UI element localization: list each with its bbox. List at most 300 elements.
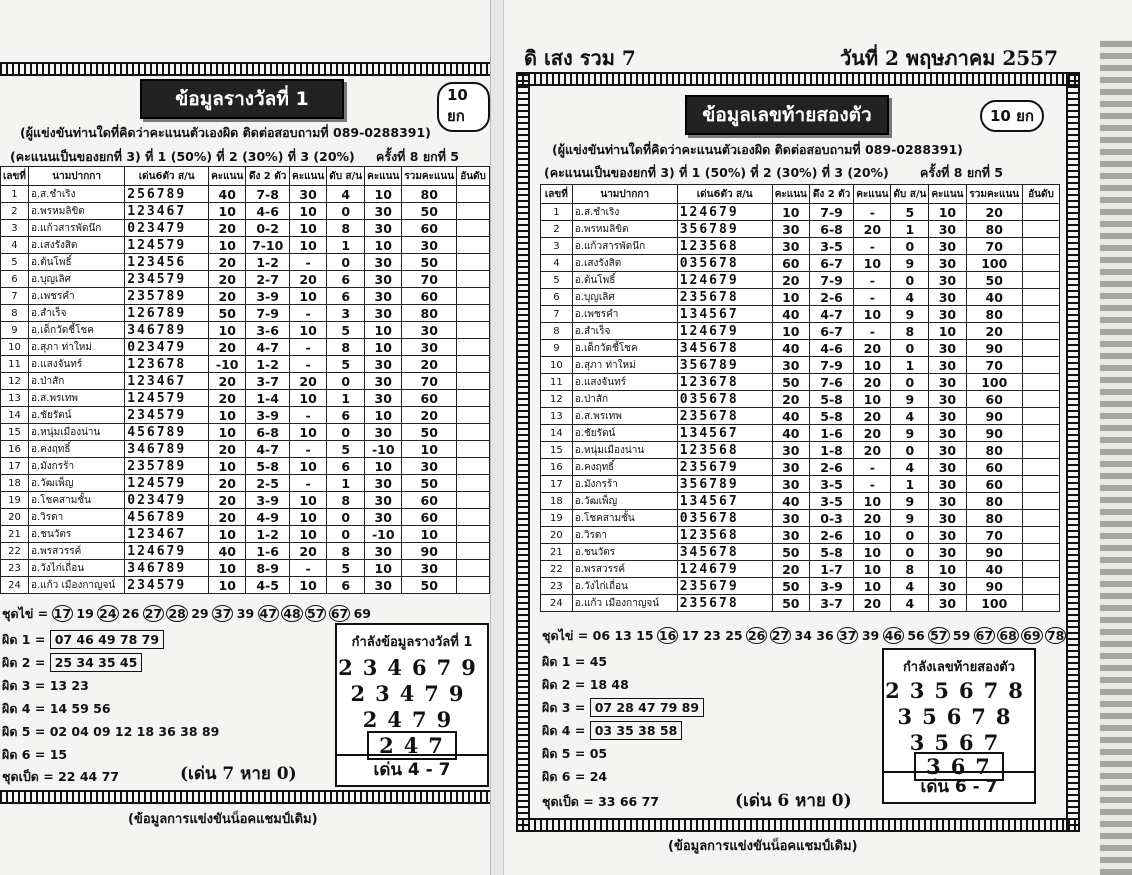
table-cell: - [290, 339, 327, 356]
table-cell: 346789 [125, 560, 209, 577]
table-cell: 70 [966, 527, 1022, 544]
table-cell: 4-6 [246, 203, 290, 220]
table-cell: 10 [209, 237, 246, 254]
table-cell: 30 [929, 272, 966, 289]
table-cell: -10 [365, 526, 402, 543]
column-header: ดับ ส/น [327, 167, 365, 186]
round-note: ครั้งที่ 8 ยกที่ 5 [920, 165, 1004, 180]
sum-number: 37 [213, 606, 232, 621]
table-cell: 30 [929, 289, 966, 306]
table-cell: - [854, 459, 891, 476]
table-cell: 30 [929, 306, 966, 323]
table-cell: 123568 [677, 527, 772, 544]
table-cell: 20 [854, 425, 891, 442]
table-cell: 10 [929, 323, 966, 340]
table-cell: 3-6 [246, 322, 290, 339]
table-cell: อ.แก้วสารพัดนึก [28, 220, 124, 237]
table-cell: 3-7 [809, 595, 853, 612]
table-cell [1022, 527, 1059, 544]
table-cell: 30 [365, 543, 402, 560]
table-cell: 10 [290, 458, 327, 475]
table-cell: 30 [929, 408, 966, 425]
table-cell: 0 [327, 526, 365, 543]
table-row [541, 204, 1060, 221]
table-cell: 50 [772, 374, 809, 391]
table-cell [457, 458, 490, 475]
table-cell: 21 [541, 544, 573, 561]
sum-number: 28 [168, 606, 186, 621]
table-cell: 40 [209, 543, 246, 560]
table-cell: 234579 [125, 407, 209, 424]
table-cell: - [290, 475, 327, 492]
table-cell: 235679 [677, 578, 772, 595]
table-cell: 10 [365, 237, 402, 254]
table-cell: 10 [209, 424, 246, 441]
sum-number: 27 [144, 606, 163, 621]
table-cell: 346789 [125, 322, 209, 339]
table-cell: 10 [209, 577, 246, 594]
panel-play: เด่น 4 - 7 [337, 754, 487, 783]
table-cell [1022, 425, 1059, 442]
table-cell: 30 [772, 527, 809, 544]
table-cell: 22 [541, 561, 573, 578]
table-cell [1022, 204, 1059, 221]
wrong-row [2, 653, 142, 673]
table-cell: 256789 [125, 186, 209, 203]
sum-number: 26 [121, 606, 140, 621]
sum-label: ชุดไข่ = [542, 628, 589, 643]
table-cell: - [854, 238, 891, 255]
table-cell: 7-9 [809, 357, 853, 374]
table-row [1, 390, 490, 407]
table-cell: 9 [891, 391, 929, 408]
table-cell: 80 [402, 186, 457, 203]
table-cell: 4 [891, 578, 929, 595]
table-cell: อ.เด็กวัดชี้โชค [28, 322, 124, 339]
header-date: วันที่ 2 พฤษภาคม 2557 [840, 46, 1059, 70]
table-cell: 30 [772, 221, 809, 238]
table-cell: 80 [966, 306, 1022, 323]
wrong-values: 18 48 [589, 677, 629, 692]
table-cell: อ.วังไก่เถื่อน [572, 578, 677, 595]
table-cell: 11 [541, 374, 573, 391]
table-row [541, 459, 1060, 476]
table-cell: 100 [966, 374, 1022, 391]
table-cell: 10 [402, 441, 457, 458]
table-cell: 3-5 [809, 493, 853, 510]
column-header: ดึง 2 ตัว [246, 167, 290, 186]
table-cell: 30 [365, 356, 402, 373]
sum-number: 25 [725, 628, 743, 643]
table-cell: 4-7 [246, 441, 290, 458]
sum-number: 39 [236, 606, 255, 621]
table-cell: 9 [891, 510, 929, 527]
table-cell: 10 [365, 458, 402, 475]
contact-note: (ผู้แข่งขันท่านใดที่คิดว่าคะแนนตัวเองผิด ติดต่อสอบถามที่ 089-0288391) [552, 142, 963, 157]
table-cell: 40 [772, 425, 809, 442]
table-cell: 10 [402, 526, 457, 543]
table-cell: 20 [209, 441, 246, 458]
table-cell: อ.แสงจันทร์ [28, 356, 124, 373]
table-cell [457, 560, 490, 577]
table-cell: 6-8 [246, 424, 290, 441]
table-cell: 1-2 [246, 254, 290, 271]
table-cell: 10 [209, 203, 246, 220]
table-cell: 0 [891, 442, 929, 459]
table-cell: 3 [327, 305, 365, 322]
sum-line [2, 604, 371, 624]
panel-row-1: 235678 [885, 678, 1033, 703]
sum-label: ชุดไข่ = [2, 606, 49, 621]
table-cell: อ.บุญเลิศ [28, 271, 124, 288]
sum-number: 68 [999, 628, 1017, 643]
sum-number: 13 [614, 628, 632, 643]
table-cell: 23 [541, 578, 573, 595]
table-cell: 10 [929, 561, 966, 578]
table-cell: 2-5 [246, 475, 290, 492]
table-cell: 30 [772, 442, 809, 459]
sum-number: 67 [975, 628, 994, 643]
sum-number: 17 [53, 606, 72, 621]
table-cell: อ.ชนวัตร [28, 526, 124, 543]
footer-note: (ข้อมูลการแข่งขันน็อคแชมป์เดิม) [128, 812, 318, 827]
wrong-values: 02 04 09 12 18 36 38 89 [49, 724, 220, 739]
table-cell: - [854, 289, 891, 306]
wrong-row [542, 767, 607, 787]
table-cell: 023479 [125, 339, 209, 356]
table-cell: 1 [327, 475, 365, 492]
page-edge [1100, 40, 1132, 875]
table-cell: 20 [541, 527, 573, 544]
table-cell: 7-9 [809, 272, 853, 289]
table-cell: 3 [541, 238, 573, 255]
table-cell: 4-5 [246, 577, 290, 594]
sum-number: 34 [794, 628, 812, 643]
panel-play: เด่น 6 - 7 [884, 771, 1034, 800]
table-cell: 20 [854, 408, 891, 425]
sum-number: 27 [771, 628, 790, 643]
table-cell: 4-9 [246, 509, 290, 526]
table-cell: 50 [402, 424, 457, 441]
table-cell: 20 [854, 442, 891, 459]
table-cell [1022, 272, 1059, 289]
panel-row-3: 3567 [909, 730, 1009, 755]
table-cell: 7 [1, 288, 29, 305]
sum-line [542, 626, 1065, 646]
table-cell [1022, 510, 1059, 527]
table-cell: 124679 [125, 543, 209, 560]
sum-number: 67 [330, 606, 349, 621]
sum-number: 36 [816, 628, 834, 643]
table-row [541, 561, 1060, 578]
table-cell: 5 [327, 322, 365, 339]
table-row [1, 203, 490, 220]
table-cell: 30 [929, 442, 966, 459]
sum-number: 06 [592, 628, 611, 643]
table-row [541, 595, 1060, 612]
table-cell: 30 [365, 271, 402, 288]
table-cell: 4-6 [809, 340, 853, 357]
table-cell: 18 [541, 493, 573, 510]
table-cell: 0 [891, 272, 929, 289]
table-cell: 1 [1, 186, 29, 203]
wrong-label: ผิด 5 = [542, 746, 586, 761]
table-cell: 30 [365, 577, 402, 594]
table-cell: - [854, 323, 891, 340]
wrong-values: 25 34 35 45 [50, 653, 143, 672]
table-cell: 123678 [677, 374, 772, 391]
column-header: รวมคะแนน [966, 185, 1022, 204]
left-border [516, 72, 530, 832]
table-cell: 235678 [677, 289, 772, 306]
table-cell [1022, 595, 1059, 612]
table-cell: 235789 [125, 458, 209, 475]
table-cell: 60 [966, 391, 1022, 408]
wrong-label: ผิด 4 = [542, 723, 586, 738]
table-cell: 20 [209, 220, 246, 237]
table-cell: 10 [854, 578, 891, 595]
table-cell: 70 [966, 357, 1022, 374]
table-cell: 0 [327, 509, 365, 526]
table-cell: 124579 [125, 237, 209, 254]
panel-row-4: 247 [367, 731, 457, 760]
table-cell: 0 [891, 527, 929, 544]
table-cell [457, 254, 490, 271]
table-cell: 6 [327, 458, 365, 475]
column-header: คะแนน [772, 185, 809, 204]
wrong-row [542, 675, 629, 695]
table-cell: 023479 [125, 492, 209, 509]
table-cell: 20 [209, 492, 246, 509]
table-cell: 10 [854, 561, 891, 578]
table-cell: 10 [854, 255, 891, 272]
table-cell: 70 [966, 238, 1022, 255]
table-cell: 10 [854, 357, 891, 374]
table-cell: 21 [1, 526, 29, 543]
table-cell: 4 [891, 289, 929, 306]
sum-number: 47 [259, 606, 277, 621]
column-header: คะแนน [290, 167, 327, 186]
table-cell: 035678 [677, 255, 772, 272]
table-cell: อ.มังกรร้า [28, 458, 124, 475]
table-cell: 20 [209, 254, 246, 271]
table-cell: อ.เสงรังสิต [572, 255, 677, 272]
table-cell: 3-7 [246, 373, 290, 390]
table-cell: 30 [365, 220, 402, 237]
table-cell: 30 [772, 476, 809, 493]
table-cell: 30 [365, 424, 402, 441]
table-cell: 10 [290, 577, 327, 594]
table-cell: อ.คงฤทธิ์ [28, 441, 124, 458]
table-cell: 30 [772, 357, 809, 374]
table-cell: 20 [1, 509, 29, 526]
table-row [1, 475, 490, 492]
table-cell: - [854, 272, 891, 289]
table-cell: 9 [891, 425, 929, 442]
table-cell: 4 [327, 186, 365, 203]
table-cell: 10 [541, 357, 573, 374]
table-cell: 10 [772, 289, 809, 306]
table-cell: 3-9 [246, 492, 290, 509]
table-cell: 8 [327, 220, 365, 237]
table-cell: 30 [365, 305, 402, 322]
table-cell: 7 [541, 306, 573, 323]
table-cell [457, 220, 490, 237]
table-cell: 123568 [677, 238, 772, 255]
table-cell: 20 [290, 373, 327, 390]
table-cell: 10 [290, 424, 327, 441]
table-cell: 30 [929, 238, 966, 255]
wrong-row [2, 745, 67, 765]
table-cell: 30 [929, 459, 966, 476]
table-cell: 20 [772, 561, 809, 578]
table-cell: 20 [209, 339, 246, 356]
table-cell: 20 [209, 373, 246, 390]
table-cell: อ.หนุ่มเมืองน่าน [572, 442, 677, 459]
table-cell: 10 [854, 391, 891, 408]
sum-number: 59 [952, 628, 971, 643]
play-summary: (เด่น 7 หาย 0) [180, 764, 297, 784]
table-cell: 30 [365, 475, 402, 492]
table-cell: 90 [966, 340, 1022, 357]
table-cell: 80 [966, 442, 1022, 459]
table-row [1, 220, 490, 237]
table-cell: 134567 [677, 493, 772, 510]
table-cell: 20 [209, 390, 246, 407]
table-cell [457, 475, 490, 492]
table-cell: 60 [966, 476, 1022, 493]
table-cell: 20 [854, 510, 891, 527]
table-cell: 20 [209, 271, 246, 288]
right-border [1066, 72, 1080, 832]
table-cell: 4 [1, 237, 29, 254]
table-cell [1022, 391, 1059, 408]
table-cell: 90 [966, 578, 1022, 595]
table-cell: อ.เสงรังสิต [28, 237, 124, 254]
table-cell: 30 [402, 458, 457, 475]
table-cell: 30 [929, 476, 966, 493]
table-cell: 4 [541, 255, 573, 272]
wrong-values: 03 35 38 58 [590, 721, 683, 740]
table-cell: 9 [891, 255, 929, 272]
sum-number: 46 [884, 628, 902, 643]
table-cell: 134567 [677, 306, 772, 323]
table-cell: 10 [854, 544, 891, 561]
table-cell [457, 203, 490, 220]
sum-number: 48 [283, 606, 301, 621]
table-cell: 0 [327, 203, 365, 220]
table-cell: 30 [929, 340, 966, 357]
table-cell: 90 [402, 543, 457, 560]
wrong-row [542, 721, 682, 741]
sum-number: 78 [1046, 628, 1065, 643]
column-header: คะแนน [365, 167, 402, 186]
table-cell: อ.สุภา ท่าใหม่ [572, 357, 677, 374]
table-cell: 30 [365, 492, 402, 509]
table-cell: 30 [772, 238, 809, 255]
top-border [516, 72, 1080, 86]
table-cell [457, 271, 490, 288]
table-cell: 30 [365, 390, 402, 407]
table-cell: 6 [327, 577, 365, 594]
table-cell: 10 [365, 186, 402, 203]
wrong-values: 45 [589, 654, 608, 669]
round-badge: 10 ยก [980, 100, 1044, 132]
table-cell: 8 [541, 323, 573, 340]
wrong-values: 15 [49, 747, 68, 762]
strength-panel [882, 648, 1036, 804]
table-cell [1022, 323, 1059, 340]
table-cell: 4 [891, 595, 929, 612]
table-cell: อ.พรสวรรค์ [28, 543, 124, 560]
wrong-label: ผิด 3 = [542, 700, 586, 715]
table-cell: 5 [891, 204, 929, 221]
table-row [541, 527, 1060, 544]
table-cell: 124679 [677, 323, 772, 340]
table-cell [457, 509, 490, 526]
table-cell: 6-8 [809, 221, 853, 238]
table-cell [457, 237, 490, 254]
table-cell: 5-8 [809, 544, 853, 561]
table-row [541, 289, 1060, 306]
table-cell: 126789 [125, 305, 209, 322]
table-cell: 30 [929, 544, 966, 561]
column-header: อันดับ [457, 167, 490, 186]
table-cell: 124579 [125, 475, 209, 492]
wrong-label: ผิด 1 = [542, 654, 586, 669]
table-cell: อ.เพชรคำ [28, 288, 124, 305]
table-cell: 4 [891, 459, 929, 476]
contact-note: (ผู้แข่งขันท่านใดที่คิดว่าคะแนนตัวเองผิด ติดต่อสอบถามที่ 089-0288391) [20, 125, 431, 140]
table-cell: 12 [1, 373, 29, 390]
table-row [1, 271, 490, 288]
table-cell: 6 [327, 288, 365, 305]
table-cell: 123456 [125, 254, 209, 271]
table-cell: 9 [891, 493, 929, 510]
table-cell: 40 [209, 186, 246, 203]
table-cell: 30 [365, 254, 402, 271]
table-cell: 2-6 [809, 289, 853, 306]
table-cell: 1 [891, 357, 929, 374]
table-cell: 10 [365, 407, 402, 424]
table-cell: 16 [541, 459, 573, 476]
table-row [541, 340, 1060, 357]
table-cell: อ.วัฒเพ็ญ [28, 475, 124, 492]
table-cell [1022, 221, 1059, 238]
table-row [541, 578, 1060, 595]
table-cell: 20 [402, 407, 457, 424]
table-row [1, 492, 490, 509]
table-cell: 30 [402, 322, 457, 339]
panel-row-4: 367 [914, 752, 1004, 781]
table-cell: อ.เด็กวัดชี้โชค [572, 340, 677, 357]
table-row [541, 510, 1060, 527]
table-cell: 124679 [677, 204, 772, 221]
table-cell: 2 [1, 203, 29, 220]
table-row [541, 238, 1060, 255]
score-note: (คะแนนเป็นของยกที่ 3) ที่ 1 (50%) ที่ 2 (30%) ที่ 3 (20%) [10, 149, 355, 164]
table-cell: 50 [772, 595, 809, 612]
table-cell: 10 [290, 220, 327, 237]
table-row [541, 221, 1060, 238]
table-cell: 40 [772, 340, 809, 357]
table-cell: 30 [929, 221, 966, 238]
column-header: อันดับ [1022, 185, 1059, 204]
table-cell: อ.แก้วสารพัดนึก [572, 238, 677, 255]
table-cell: 10 [854, 306, 891, 323]
table-cell: 19 [541, 510, 573, 527]
sum-number: 23 [703, 628, 721, 643]
